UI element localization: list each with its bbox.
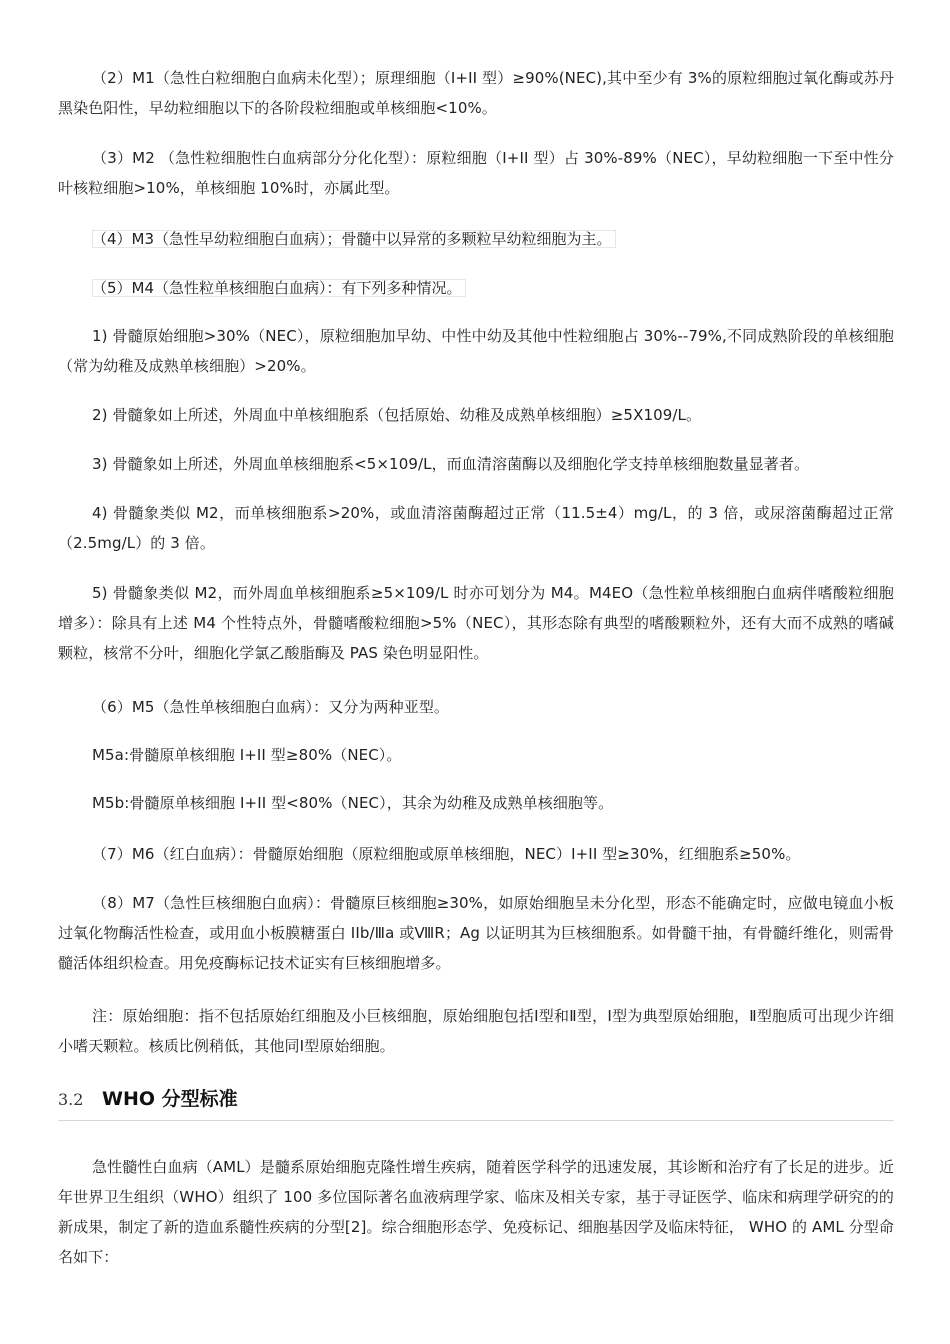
paragraph-m5: （6）M5（急性单核细胞白血病）：又分为两种亚型。 xyxy=(92,698,450,716)
paragraph-m5a: M5a:骨髓原单核细胞 I+II 型≥80%（NEC）。 xyxy=(92,746,402,764)
paragraph-m3-text: （4）M3（急性早幼粒细胞白血病）；骨髓中以异常的多颗粒早幼粒细胞为主。 xyxy=(92,230,616,248)
paragraph-m5b: M5b:骨髓原单核细胞 I+II 型<80%（NEC），其余为幼稚及成熟单核细胞等。 xyxy=(92,794,614,812)
paragraph-who-intro: 急性髓性白血病（AML）是髓系原始细胞克隆性增生疾病，随着医学科学的迅速发展，其诊断和治疗有了长足的进步。近年世界卫生组织（WHO）组织了 100 多位国际著名血液病理学家、临床及相关专家，基于寻证医学、临床和病理学研究的的新成果，制定了新的造血系髓性疾病的分型[2]。综合细胞形态学、免疫标记、细胞基因学及临床特征， WHO 的 AML 分型命名如下： xyxy=(58,1158,894,1266)
section-number: 3.2 xyxy=(58,1090,84,1109)
paragraph-m4-case-1: 1) 骨髓原始细胞>30%（NEC），原粒细胞加早幼、中性中幼及其他中性粒细胞占 30%--79%,不同成熟阶段的单核细胞（常为幼稚及成熟单核细胞）>20%。 xyxy=(58,327,894,375)
paragraph-m2: （3）M2 （急性粒细胞性白血病部分分化化型）：原粒细胞（I+II 型）占 30%-89%（NEC），早幼粒细胞一下至中性分叶核粒细胞>10%，单核细胞 10%时，亦属此型。 xyxy=(58,149,894,197)
paragraph-note: 注：原始细胞：指不包括原始红细胞及小巨核细胞，原始细胞包括Ⅰ型和Ⅱ型，Ⅰ型为典型原始细胞，Ⅱ型胞质可出现少许细小嗜天颗粒。核质比例稍低，其他同Ⅰ型原始细胞。 xyxy=(58,1007,894,1055)
paragraph-m4-case-2: 2) 骨髓象如上所述，外周血中单核细胞系（包括原始、幼稚及成熟单核细胞）≥5X109/L。 xyxy=(92,406,702,424)
paragraph-m7: （8）M7（急性巨核细胞白血病）：骨髓原巨核细胞≥30%，如原始细胞呈未分化型，形态不能确定时，应做电镜血小板过氧化物酶活性检查，或用血小板膜糖蛋白 IIb/Ⅲa 或ⅧR；Ag 以证明其为巨核细胞系。如骨髓干抽，有骨髓纤维化，则需骨髓活体组织检查。用免疫酶标记技术证实有巨核细胞增多。 xyxy=(58,894,894,972)
paragraph-m4-case-5: 5) 骨髓象类似 M2，而外周血单核细胞系≥5×109/L 时亦可划分为 M4。M4EO（急性粒单核细胞白血病伴嗜酸粒细胞增多）：除具有上述 M4 个性特点外，骨髓嗜酸粒细胞>5%（NEC），其形态除有典型的嗜酸颗粒外，还有大而不成熟的嗜碱颗粒，核常不分叶，细胞化学氯乙酸脂酶及 PAS 染色明显阳性。 xyxy=(58,584,894,662)
paragraph-m4-text: （5）M4（急性粒单核细胞白血病）：有下列多种情况。 xyxy=(92,279,466,297)
section-heading xyxy=(58,1080,894,1121)
paragraph-m1: （2）M1（急性白粒细胞白血病未化型）；原理细胞（I+II 型）≥90%(NEC),其中至少有 3%的原粒细胞过氧化酶或苏丹黑染色阳性，早幼粒细胞以下的各阶段粒细胞或单核细胞<10%。 xyxy=(58,69,894,117)
paragraph-m6: （7）M6（红白血病）：骨髓原始细胞（原粒细胞或原单核细胞，NEC）I+II 型≥30%，红细胞系≥50%。 xyxy=(92,845,801,863)
paragraph-m3 xyxy=(92,224,616,254)
section-title: WHO 分型标准 xyxy=(102,1088,238,1110)
paragraph-m4-case-4: 4) 骨髓象类似 M2，而单核细胞系>20%，或血清溶菌酶超过正常（11.5±4）mg/L，的 3 倍，或尿溶菌酶超过正常（2.5mg/L）的 3 倍。 xyxy=(58,504,894,552)
paragraph-m4 xyxy=(92,273,466,303)
paragraph-m4-case-3: 3) 骨髓象如上所述，外周血单核细胞系<5×109/L，而血清溶菌酶以及细胞化学支持单核细胞数量显著者。 xyxy=(92,455,810,473)
